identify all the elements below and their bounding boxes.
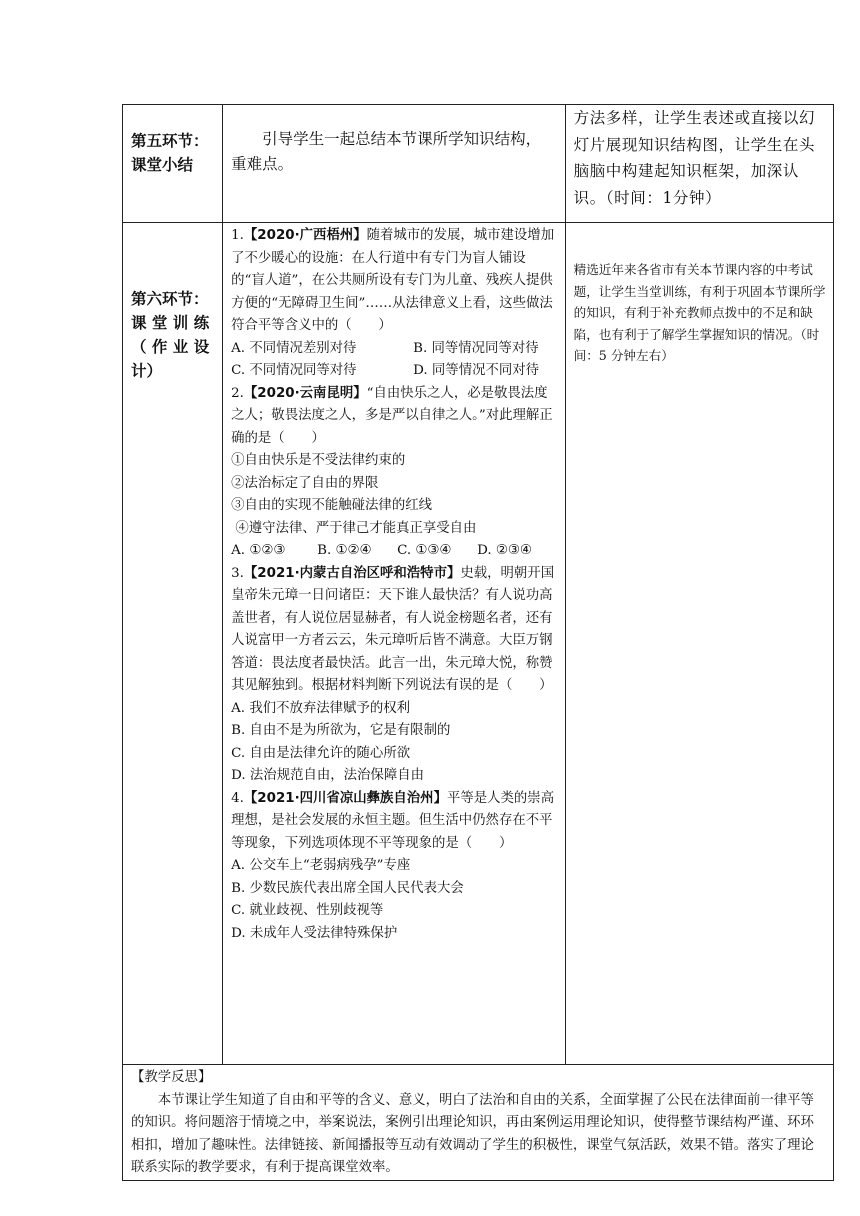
section-six-label-line4: 计） <box>131 362 163 380</box>
section-five-note: 方法多样，让学生表述或直接以幻灯片展现知识结构图，让学生在头脑脑中构建起知识框架，加深认识。（时间：1分钟） <box>573 109 816 207</box>
section-six-note: 精选近年来各省市有关本节课内容的中考试题，让学生当堂训练，有利于巩固本节课所学的知识，有利于补充教师点拨中的不足和缺陷，也有利于了解学生掌握知识的情况。（时间：5 分钟左右） <box>573 262 826 363</box>
section-five-label-line2: 课堂小结 <box>131 156 194 174</box>
section-six-note-cell <box>565 223 833 1065</box>
question-number: 1. <box>231 228 244 243</box>
option-row <box>231 360 558 383</box>
option-b: B. ①②④ <box>317 543 372 558</box>
question-stem: 平等是人类的崇高理想，是社会发展的永恒主题。但生活中仍然存在不平等现象，下列选项体现不平等现象的是（ ） <box>231 790 555 851</box>
question-stem: 史载，明朝开国皇帝朱元璋一日问诸臣：天下谁人最快活？有人说功高盖世者，有人说位居显赫者，有人说金榜题名者，还有人说富甲一方者云云，朱元璋听后皆不满意。大臣万钢答道：畏法度者最快活。此言一出，朱元璋大悦，称赞其见解独到。根据材料判断下列说法有误的是（ ） <box>231 565 555 693</box>
option-d: D. 法治规范自由，法治保障自由 <box>231 768 424 783</box>
question-stem: “自由快乐之人，必是敬畏法度之人；敬畏法度之人，多是严以自律之人。”对此理解正确的是（ ） <box>231 385 553 446</box>
option-c: C. 不同情况同等对待 <box>231 363 357 378</box>
option-row <box>231 338 558 361</box>
section-six-label-line3: （ 作 业 设 <box>131 338 210 356</box>
option-b: B. 少数民族代表出席全国人民代表大会 <box>231 880 464 896</box>
section-six-row <box>123 223 834 1065</box>
option-a: A. 不同情况差别对待 <box>231 340 357 356</box>
question-number: 3. <box>231 565 244 581</box>
question-stem: 随着城市的发展，城市建设增加了不少暖心的设施：在人行道中有专门为盲人铺设的“盲人道”，在公共厕所设有专门为儿童、残疾人提供方便的“无障碍卫生间”……从法律意义上看，这些做法符合平等含义中的（ ） <box>231 228 555 333</box>
question-source: 【2021·内蒙古自治区呼和浩特市】 <box>243 565 461 581</box>
question-2 <box>231 383 558 563</box>
option-c: C. 自由是法律允许的随心所欲 <box>231 745 411 761</box>
reflection-body: 本节课让学生知道了自由和平等的含义、意义，明白了法治和自由的关系，全面掌握了公民在法律面前一律平等的知识。将问题溶于情境之中，举案说法，案例引出理论知识，再由案例运用理论知识，使得整节课结构严谨、环环相扣，增加了趣味性。法律链接、新闻播报等互动有效调动了学生的积极性，课堂气氛活跃，效果不错。落实了理论联系实际的教学要求，有利于提高课堂效率。 <box>131 1092 814 1175</box>
option-a: A. 公交车上“老弱病残孕”专座 <box>231 858 411 873</box>
section-five-content: 引导学生一起总结本节课所学知识结构，重难点。 <box>231 130 542 173</box>
option-d: D. ②③④ <box>477 543 532 558</box>
question-3 <box>231 563 558 788</box>
section-five-content-cell <box>223 105 565 223</box>
section-five-note-cell <box>565 105 833 223</box>
option-d: D. 同等情况不同对待 <box>413 363 540 378</box>
section-five-label <box>123 105 223 223</box>
question-1 <box>231 225 558 383</box>
option-c: C. ①③④ <box>397 543 452 558</box>
statement-item: ③自由的实现不能触碰法律的红线 <box>231 498 432 513</box>
lesson-plan-table <box>122 104 834 1181</box>
statement-item: ①自由快乐是不受法律约束的 <box>231 453 406 468</box>
question-number: 2. <box>231 385 244 401</box>
option-a: A. 我们不放弃法律赋予的权利 <box>231 700 411 716</box>
option-c: C. 就业歧视、性别歧视等 <box>231 903 384 918</box>
option-b: B. 同等情况同等对待 <box>413 340 539 356</box>
reflection-title: 【教学反思】 <box>131 1070 212 1085</box>
section-five-row <box>123 105 834 223</box>
section-six-label-line2: 课 堂 训 练 <box>131 314 210 332</box>
question-source: 【2020·广西梧州】 <box>243 228 367 243</box>
option-d: D. 未成年人受法律特殊保护 <box>231 925 398 941</box>
question-number: 4. <box>231 790 244 806</box>
statement-item: ②法治标定了自由的界限 <box>231 475 379 491</box>
question-source: 【2021·四川省凉山彝族自治州】 <box>243 790 447 806</box>
exercise-cell <box>223 223 565 1065</box>
reflection-row <box>123 1065 834 1181</box>
question-4 <box>231 788 558 946</box>
question-source: 【2020·云南昆明】 <box>243 385 367 401</box>
section-six-label-line1: 第六环节： <box>131 290 209 308</box>
statement-item: ④遵守法律、严于律己才能真正享受自由 <box>231 520 477 536</box>
option-row <box>231 540 558 563</box>
section-six-label <box>123 223 223 1065</box>
section-five-label-line1: 第五环节： <box>131 132 209 150</box>
exercise-list <box>223 223 564 945</box>
option-a: A. ①②③ <box>231 543 286 558</box>
reflection-content <box>123 1065 833 1180</box>
option-b: B. 自由不是为所欲为，它是有限制的 <box>231 723 451 738</box>
reflection-cell <box>123 1065 834 1181</box>
